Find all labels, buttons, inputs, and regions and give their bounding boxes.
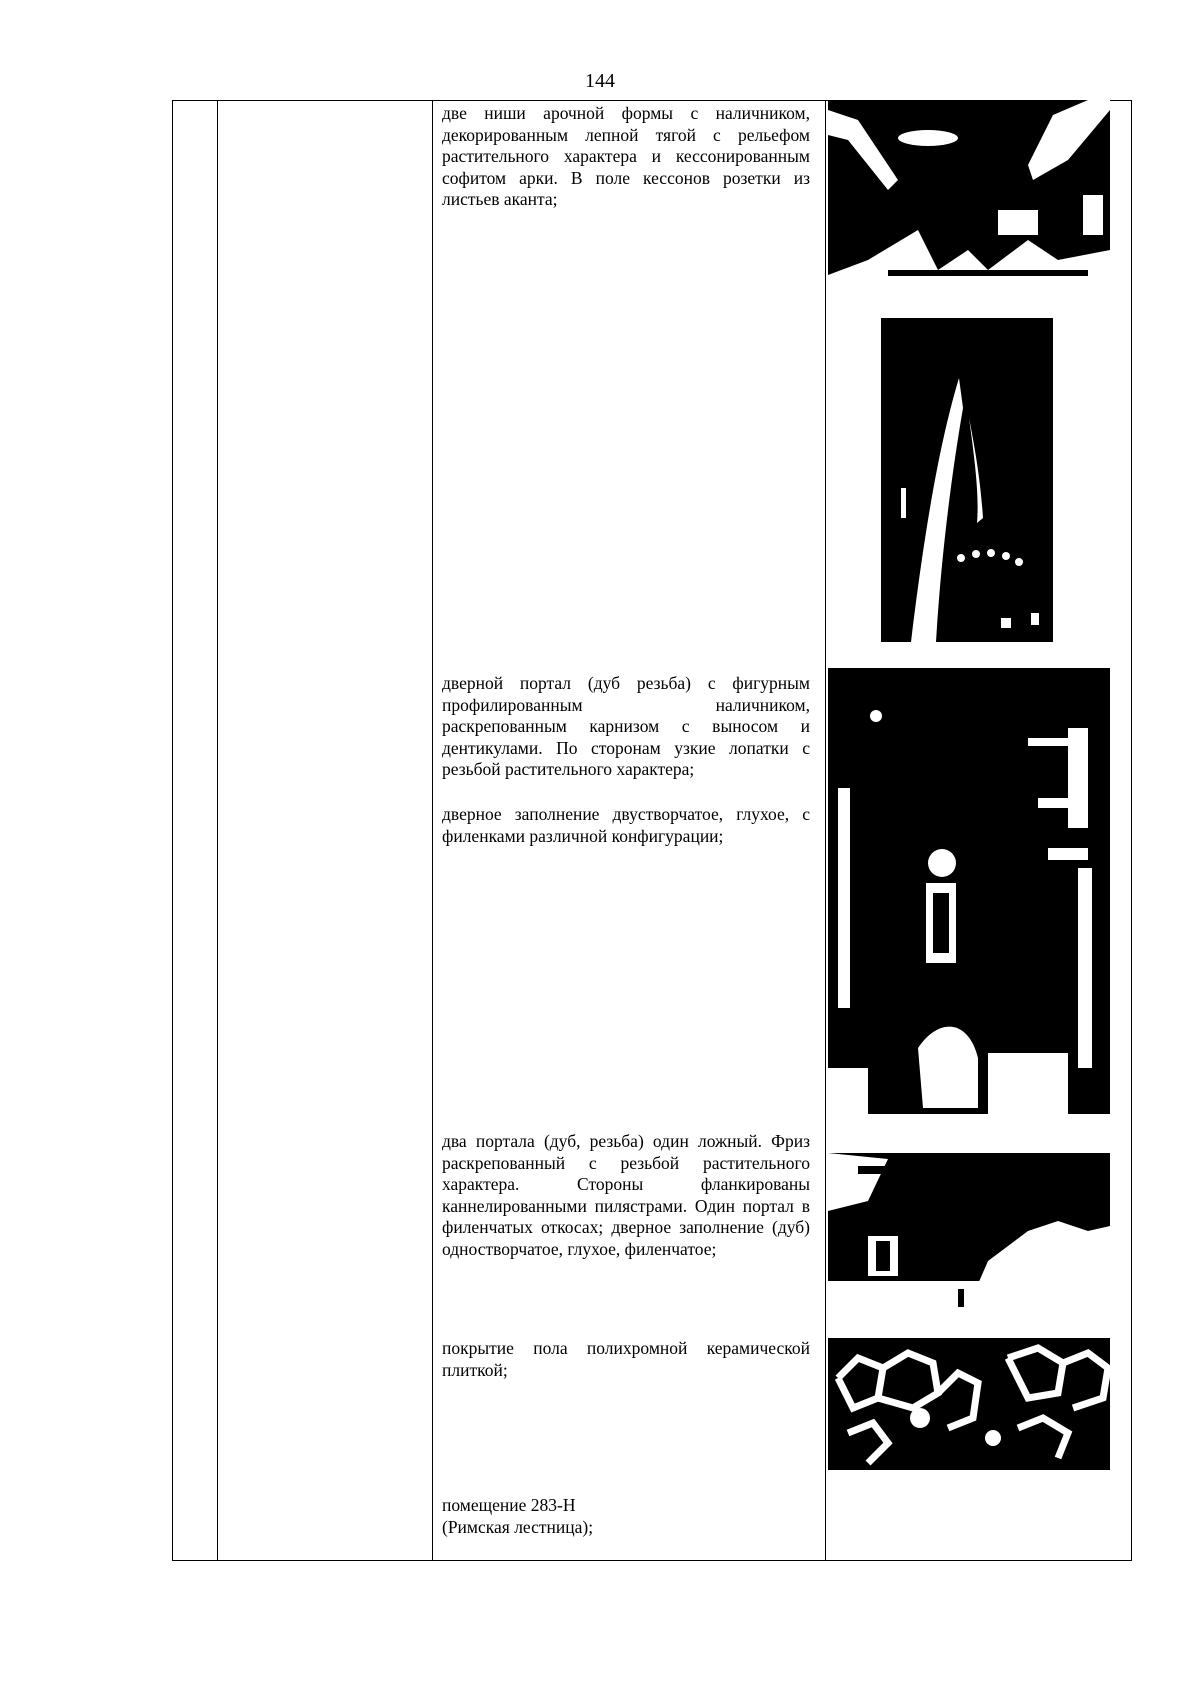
- floor-tile-photo: [828, 1338, 1110, 1470]
- niche-arch-image-icon: [828, 100, 1110, 298]
- entry-arch-niches: две ниши арочной формы с наличником, декорированным лепной тягой с рельефом растительного характера и кессонированным софитом арки. В поле кессонов розетки из листьев аканта;: [442, 103, 810, 209]
- room-number-line: помещение 283-Н: [442, 1495, 576, 1515]
- entry-door-portal: дверной портал (дуб резьба) с фигурным профилированным наличником, раскрепованным карнизом с выносом и дентикулами. По сторонам узкие лопатки с резьбой растительного характера;: [442, 673, 810, 779]
- entry-floor-tile: покрытие пола полихромной керамической плиткой;: [442, 1338, 810, 1380]
- niche-arch-detail-image-icon: [881, 318, 1053, 642]
- two-portals-photo: [828, 1141, 1110, 1307]
- room-name-line: (Римская лестница);: [442, 1516, 594, 1537]
- column-number-cell: [173, 101, 218, 1561]
- arch-niche-photo-2: [881, 318, 1053, 642]
- portals-frieze-image-icon: [828, 1141, 1110, 1307]
- column-object-cell: [217, 101, 433, 1561]
- door-portal-photo: [828, 668, 1110, 1114]
- entry-door-infill: дверное заполнение двустворчатое, глухое, с филенками различной конфигурации;: [442, 804, 810, 846]
- door-portal-image-icon: [828, 668, 1110, 1114]
- entry-room-283: [442, 1495, 810, 1538]
- ceramic-tile-floor-image-icon: [828, 1338, 1110, 1470]
- entry-two-portals: два портала (дуб, резьба) один ложный. Фриз раскрепованный с резьбой растительного характера. Стороны фланкированы каннелированными пилястрами. Один портал в филенчатых откосах; дверное заполнение (дуб) одностворчатое, глухое, филенчатое;: [442, 1131, 810, 1259]
- arch-niche-photo-1: [828, 100, 1110, 298]
- page-number: 144: [585, 70, 615, 92]
